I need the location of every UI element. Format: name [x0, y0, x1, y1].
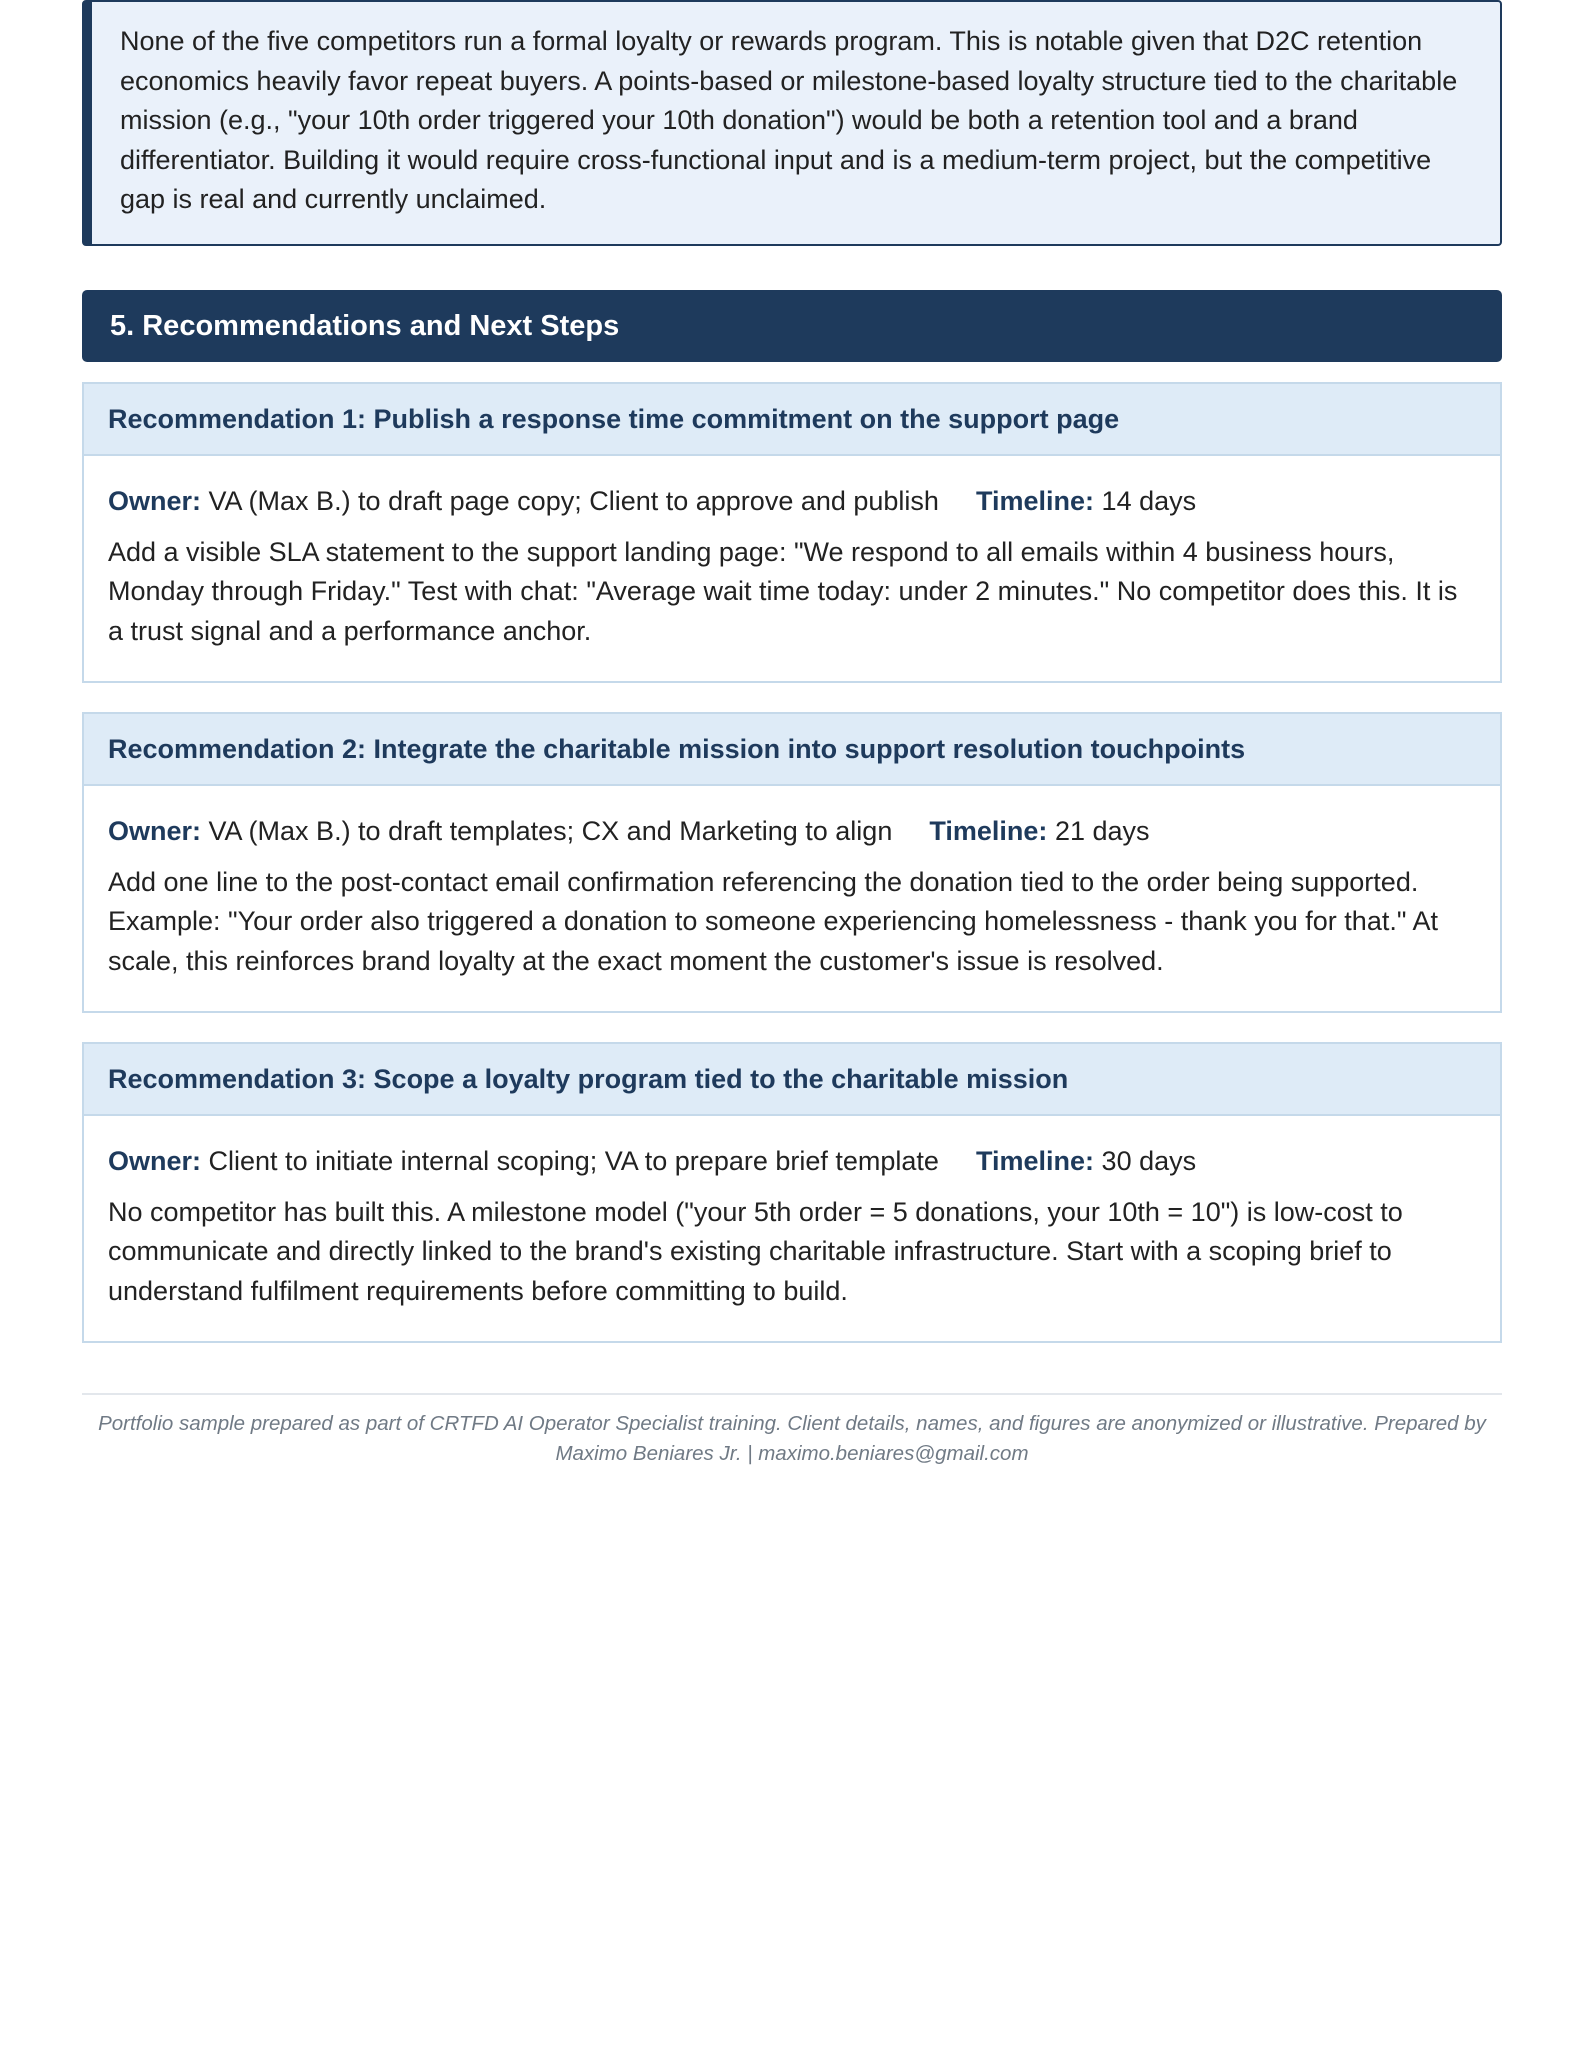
recommendation-title: Recommendation 2: Integrate the charitable mission into support resolution touchpoints: [84, 714, 1500, 786]
owner-label: Owner:: [108, 816, 202, 846]
recommendation-title: Recommendation 3: Scope a loyalty program tied to the charitable mission: [84, 1044, 1500, 1116]
recommendation-meta: [108, 812, 1476, 852]
owner-value: VA (Max B.) to draft page copy; Client to approve and publish: [208, 486, 939, 516]
timeline-label: Timeline:: [975, 1146, 1095, 1176]
section-title: 5. Recommendations and Next Steps: [110, 309, 620, 342]
footer-note: Portfolio sample prepared as part of CRTFD AI Operator Specialist training. Client details, names, and figures are anonymized or illustrative. Prepared by Maximo Beniares Jr. | maximo.beniares@gmail.com: [98, 1412, 1486, 1465]
owner-value: VA (Max B.) to draft templates; CX and Marketing to align: [208, 816, 893, 846]
recommendation-meta: [108, 482, 1476, 522]
timeline-label: Timeline:: [975, 486, 1095, 516]
timeline-value: 21 days: [1054, 816, 1150, 846]
owner-label: Owner:: [108, 486, 202, 516]
recommendation-card-1: [82, 382, 1502, 683]
timeline-value: 30 days: [1101, 1146, 1197, 1176]
recommendation-description: Add a visible SLA statement to the support landing page: "We respond to all emails within 4 business hours, Monday through Friday." Test with chat: "Average wait time today: under 2 minutes." No competitor does this. It is a trust signal and a performance anchor.: [108, 536, 1458, 646]
recommendation-body: [84, 456, 1500, 681]
recommendation-card-2: [82, 712, 1502, 1013]
recommendation-description: Add one line to the post-contact email confirmation referencing the donation tied to the order being supported. Example: "Your order also triggered a donation to someone experiencing homelessness - thank you for that." At scale, this reinforces brand loyalty at the exact moment the customer's issue is resolved.: [108, 866, 1438, 976]
timeline-label: Timeline:: [929, 816, 1048, 846]
recommendation-card-3: [82, 1042, 1502, 1343]
recommendation-body: [84, 786, 1500, 1011]
owner-label: Owner:: [108, 1146, 202, 1176]
recommendation-meta: [108, 1142, 1476, 1182]
recommendation-description: No competitor has built this. A milestone model ("your 5th order = 5 donations, your 10th = 10") is low-cost to communicate and directly linked to the brand's existing charitable infrastructure. Start with a scoping brief to understand fulfilment requirements before committing to build.: [108, 1196, 1403, 1306]
owner-value: Client to initiate internal scoping; VA to prepare brief template: [208, 1146, 939, 1176]
timeline-value: 14 days: [1101, 486, 1197, 516]
recommendation-body: [84, 1116, 1500, 1341]
section-header: [82, 290, 1502, 362]
callout-box: [82, 0, 1502, 246]
recommendation-title: Recommendation 1: Publish a response time commitment on the support page: [84, 384, 1500, 456]
footer-divider: [82, 1393, 1502, 1395]
callout-text: None of the five competitors run a formal loyalty or rewards program. This is notable given that D2C retention economics heavily favor repeat buyers. A points-based or milestone-based loyalty structure tied to the charitable mission (e.g., "your 10th order triggered your 10th donation") would be both a retention tool and a brand differentiator. Building it would require cross-functional input and is a medium-term project, but the competitive gap is real and currently unclaimed.: [120, 26, 1458, 214]
